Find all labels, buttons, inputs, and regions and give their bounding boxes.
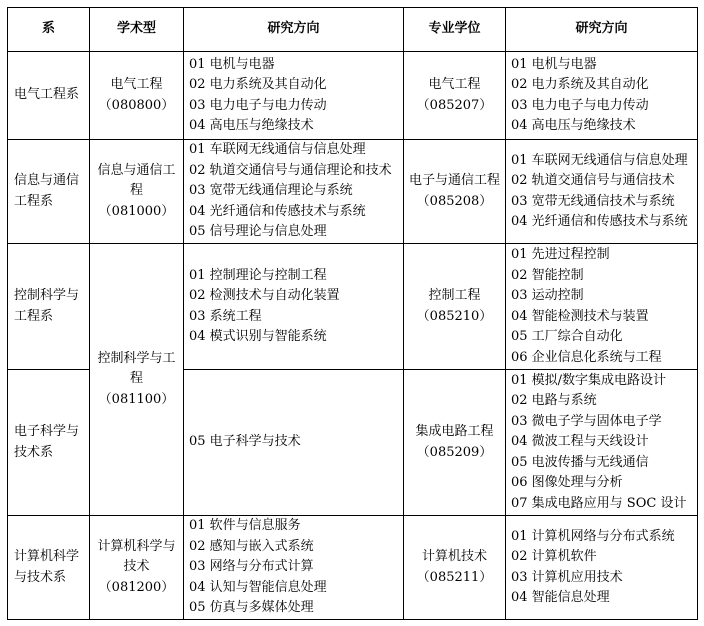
direction-item: 04 智能信息处理 [511, 590, 610, 605]
header-academic: 学术型 [90, 8, 184, 52]
program-name: 电子与通信工程 [408, 173, 500, 188]
direction-item: 02 轨道交通信号与通信技术 [511, 173, 675, 188]
direction-item: 02 电力系统及其自动化 [189, 77, 327, 92]
professional-program-cell [404, 244, 506, 370]
program-code: （085210） [416, 308, 493, 324]
direction-item: 03 系统工程 [189, 308, 262, 324]
programs-table [7, 7, 698, 620]
professional-directions-cell [506, 370, 698, 516]
direction-item: 02 电力系统及其自动化 [511, 77, 649, 92]
direction-item: 03 微电子学与固体电子学 [511, 413, 662, 429]
professional-directions-cell [506, 244, 698, 370]
direction-item: 01 车联网无线通信与信息处理 [189, 142, 366, 158]
direction-item: 05 工厂综合自动化 [511, 329, 623, 344]
direction-item: 03 宽带无线通信理论与系统 [189, 183, 353, 199]
direction-item: 03 计算机应用技术 [511, 569, 623, 585]
academic-directions-cell [184, 140, 404, 244]
header-dept: 系 [8, 8, 90, 52]
direction-item: 04 智能检测技术与装置 [511, 308, 649, 324]
direction-item: 05 电子科学与技术 [189, 434, 301, 450]
direction-item: 03 运动控制 [511, 288, 584, 303]
header-professional: 专业学位 [404, 8, 506, 52]
direction-item: 03 网络与分布式计算 [189, 559, 314, 575]
direction-item: 01 电机与电器 [511, 56, 597, 72]
direction-item: 05 电波传播与无线通信 [511, 454, 649, 470]
direction-item: 02 电路与系统 [511, 393, 597, 409]
program-name: 电气工程 [428, 77, 481, 92]
dept-cell: 电气工程系 [8, 52, 90, 140]
program-code: （085209） [416, 444, 493, 460]
direction-item: 01 先进过程控制 [511, 247, 610, 262]
direction-item: 03 电力电子与电力传动 [511, 97, 649, 113]
direction-item: 01 控制理论与控制工程 [189, 267, 327, 283]
professional-program-cell [404, 140, 506, 244]
header-row [8, 8, 698, 52]
program-code: （085211） [416, 569, 493, 585]
academic-directions-cell [184, 370, 404, 516]
direction-item: 06 企业信息化系统与工程 [511, 349, 662, 365]
dept-cell: 控制科学与工程系 [8, 244, 90, 370]
professional-program-cell [404, 52, 506, 140]
direction-item: 01 软件与信息服务 [189, 518, 301, 534]
program-code: （085207） [416, 97, 493, 113]
direction-item: 03 电力电子与电力传动 [189, 97, 327, 113]
academic-directions-cell [184, 244, 404, 370]
direction-item: 03 宽带无线通信技术与系统 [511, 193, 675, 209]
direction-item: 05 仿真与多媒体处理 [189, 600, 314, 616]
program-name: 信息与通信工程 [97, 162, 176, 199]
direction-item: 01 计算机网络与分布式系统 [511, 528, 675, 544]
direction-item: 02 轨道交通信号与通信理论和技术 [189, 162, 392, 178]
academic-program-cell [90, 52, 184, 140]
direction-item: 05 信号理论与信息处理 [189, 224, 327, 240]
direction-item: 01 模拟/数字集成电路设计 [511, 372, 667, 388]
header-academic-directions: 研究方向 [184, 8, 404, 52]
academic-directions-cell [184, 516, 404, 620]
table-row [8, 244, 698, 370]
direction-item: 02 感知与嵌入式系统 [189, 538, 314, 554]
program-code: （081000） [98, 203, 175, 219]
direction-item: 04 微波工程与天线设计 [511, 434, 649, 450]
professional-directions-cell [506, 52, 698, 140]
academic-program-cell [90, 516, 184, 620]
program-name: 计算机技术 [421, 549, 487, 564]
program-name: 控制科学与工程 [97, 350, 176, 387]
program-code: （080800） [98, 97, 175, 113]
program-name: 集成电路工程 [415, 424, 494, 439]
dept-cell: 电子科学与技术系 [8, 370, 90, 516]
program-name: 电气工程 [110, 77, 163, 92]
academic-program-cell [90, 140, 184, 244]
academic-program-cell [90, 244, 184, 516]
program-name: 计算机科学与技术 [97, 538, 176, 575]
program-code: （081100） [98, 391, 175, 407]
direction-item: 04 模式识别与智能系统 [189, 329, 327, 344]
academic-directions-cell [184, 52, 404, 140]
direction-item: 04 光纤通信和传感技术与系统 [511, 214, 688, 229]
direction-item: 06 图像处理与分析 [511, 475, 623, 491]
header-professional-directions: 研究方向 [506, 8, 698, 52]
direction-item: 02 计算机软件 [511, 549, 597, 564]
direction-item: 04 高电压与绝缘技术 [189, 118, 314, 133]
table-row [8, 516, 698, 620]
table-row [8, 140, 698, 244]
professional-directions-cell [506, 140, 698, 244]
direction-item: 04 光纤通信和传感技术与系统 [189, 203, 366, 219]
program-name: 控制工程 [428, 288, 481, 303]
professional-directions-cell [506, 516, 698, 620]
program-code: （085208） [416, 193, 493, 209]
direction-item: 04 高电压与绝缘技术 [511, 118, 636, 133]
professional-program-cell [404, 370, 506, 516]
direction-item: 07 集成电路应用与 SOC 设计 [511, 495, 687, 511]
direction-item: 01 车联网无线通信与信息处理 [511, 152, 688, 168]
direction-item: 04 认知与智能信息处理 [189, 579, 327, 595]
dept-cell: 信息与通信工程系 [8, 140, 90, 244]
program-code: （081200） [98, 579, 175, 595]
direction-item: 01 电机与电器 [189, 56, 275, 72]
table-row [8, 52, 698, 140]
direction-item: 02 智能控制 [511, 267, 584, 283]
dept-cell: 计算机科学与技术系 [8, 516, 90, 620]
direction-item: 02 检测技术与自动化装置 [189, 288, 340, 303]
professional-program-cell [404, 516, 506, 620]
